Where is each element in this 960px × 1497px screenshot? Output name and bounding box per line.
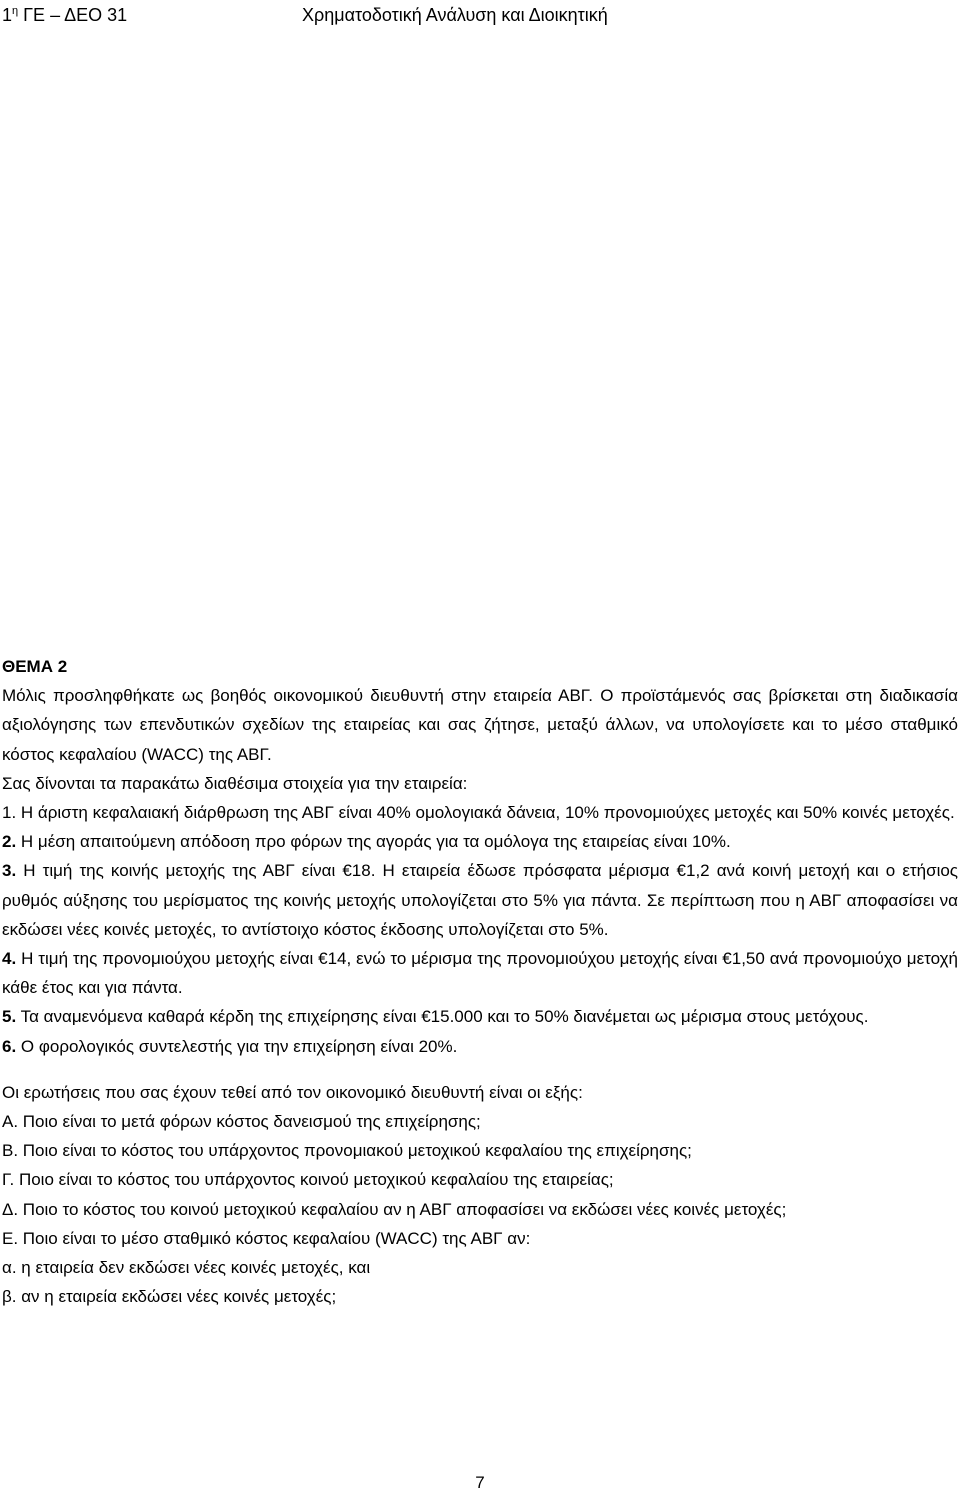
question-e-beta: β. αν η εταιρεία εκδώσει νέες κοινές μετοχές; [2, 1287, 337, 1307]
data-item-text: Τα αναμενόμενα καθαρά κέρδη της επιχείρησης είναι €15.000 και το 50% διανέμεται ως μέρισμα στους μετόχους. [16, 1007, 869, 1027]
section-gap [2, 1061, 958, 1078]
data-item-text: Η τιμή της κοινής μετοχής της ΑΒΓ είναι €18. Η εταιρεία έδωσε πρόσφατα μέρισμα €1,2 ανά κοινή μετοχή και ο ετήσιος ρυθμός αύξησης του μερίσματος της κοινής μετοχής υπολογίζεται στο 5% για πάντα. Σε περίπτωση που η ΑΒΓ αποφασίσει να εκδώσει νέες κοινές μετοχές, το αντίστοιχο κόστος έκδοσης υπολογίζεται στο 5%. [2, 861, 958, 939]
course-suffix: ΓΕ – ΔΕΟ 31 [18, 5, 128, 25]
data-item-1 [2, 798, 958, 827]
question-e-alpha: α. η εταιρεία δεν εκδώσει νέες κοινές μετοχές, και [2, 1258, 371, 1278]
course-code [2, 4, 127, 26]
question-a: Α. Ποιο είναι το μετά φόρων κόστος δανεισμού της επιχείρησης; [2, 1112, 481, 1132]
topic-intro: Μόλις προσληφθήκατε ως βοηθός οικονομικού διευθυντή στην εταιρεία ΑΒΓ. Ο προϊστάμενός σας βρίσκεται στη διαδικασία αξιολόγησης των επενδυτικών σχεδίων της εταιρείας και σας ζήτησε, μεταξύ άλλων, να υπολογίσετε και το μέσο σταθμικό κόστος κεφαλαίου (WACC) της ΑΒΓ. [2, 686, 958, 764]
data-item-number: 4. [2, 949, 17, 969]
page-number: 7 [475, 1473, 485, 1492]
question-c: Γ. Ποιο είναι το κόστος του υπάρχοντος κοινού μετοχικού κεφαλαίου της εταιρείας; [2, 1170, 614, 1190]
course-subject: Χρηματοδοτική Ανάλυση και Διοικητική [302, 5, 608, 25]
course-prefix: 1 [2, 5, 13, 25]
topic-section [2, 652, 958, 1311]
page-header [0, 0, 960, 30]
data-item-text: Ο φορολογικός συντελεστής για την επιχείρηση είναι 20%. [16, 1036, 458, 1056]
data-item-3 [2, 856, 958, 944]
topic-title: ΘΕΜΑ 2 [2, 657, 68, 676]
data-item-text: Η τιμή της προνομιούχου μετοχής είναι €14, ενώ το μέρισμα της προνομιούχου μετοχής είναι €1,50 ανά προνομιούχο μετοχή κάθε έτος και για πάντα. [2, 949, 958, 998]
data-item-number: 3. [2, 861, 17, 881]
data-item-number: 6. [2, 1036, 17, 1056]
data-intro: Σας δίνονται τα παρακάτω διαθέσιμα στοιχεία για την εταιρεία: [2, 773, 468, 793]
data-item-4 [2, 944, 958, 1002]
question-b: Β. Ποιο είναι το κόστος του υπάρχοντος προνομιακού μετοχικού κεφαλαίου της επιχείρησης; [2, 1141, 692, 1161]
course-superscript: η [12, 5, 19, 17]
data-item-number: 5. [2, 1007, 17, 1027]
data-item-text: Η άριστη κεφαλαιακή διάρθρωση της ΑΒΓ είναι 40% ομολογιακά δάνεια, 10% προνομιούχες μετοχές και 50% κοινές μετοχές. [16, 803, 955, 823]
data-item-5 [2, 1002, 958, 1031]
data-item-2 [2, 827, 958, 856]
data-item-number: 2. [2, 832, 17, 852]
questions-intro: Οι ερωτήσεις που σας έχουν τεθεί από τον οικονομικό διευθυντή είναι οι εξής: [2, 1082, 583, 1102]
data-item-number: 1. [2, 803, 17, 823]
data-item-text: Η μέση απαιτούμενη απόδοση προ φόρων της αγοράς για τα ομόλογα της εταιρείας είναι 10%. [16, 832, 731, 852]
data-item-6 [2, 1032, 958, 1061]
question-e: Ε. Ποιο είναι το μέσο σταθμικό κόστος κεφαλαίου (WACC) της ΑΒΓ αν: [2, 1228, 531, 1248]
question-d: Δ. Ποιο το κόστος του κοινού μετοχικού κεφαλαίου αν η ΑΒΓ αποφασίσει να εκδώσει νέες κοινές μετοχές; [2, 1199, 787, 1219]
